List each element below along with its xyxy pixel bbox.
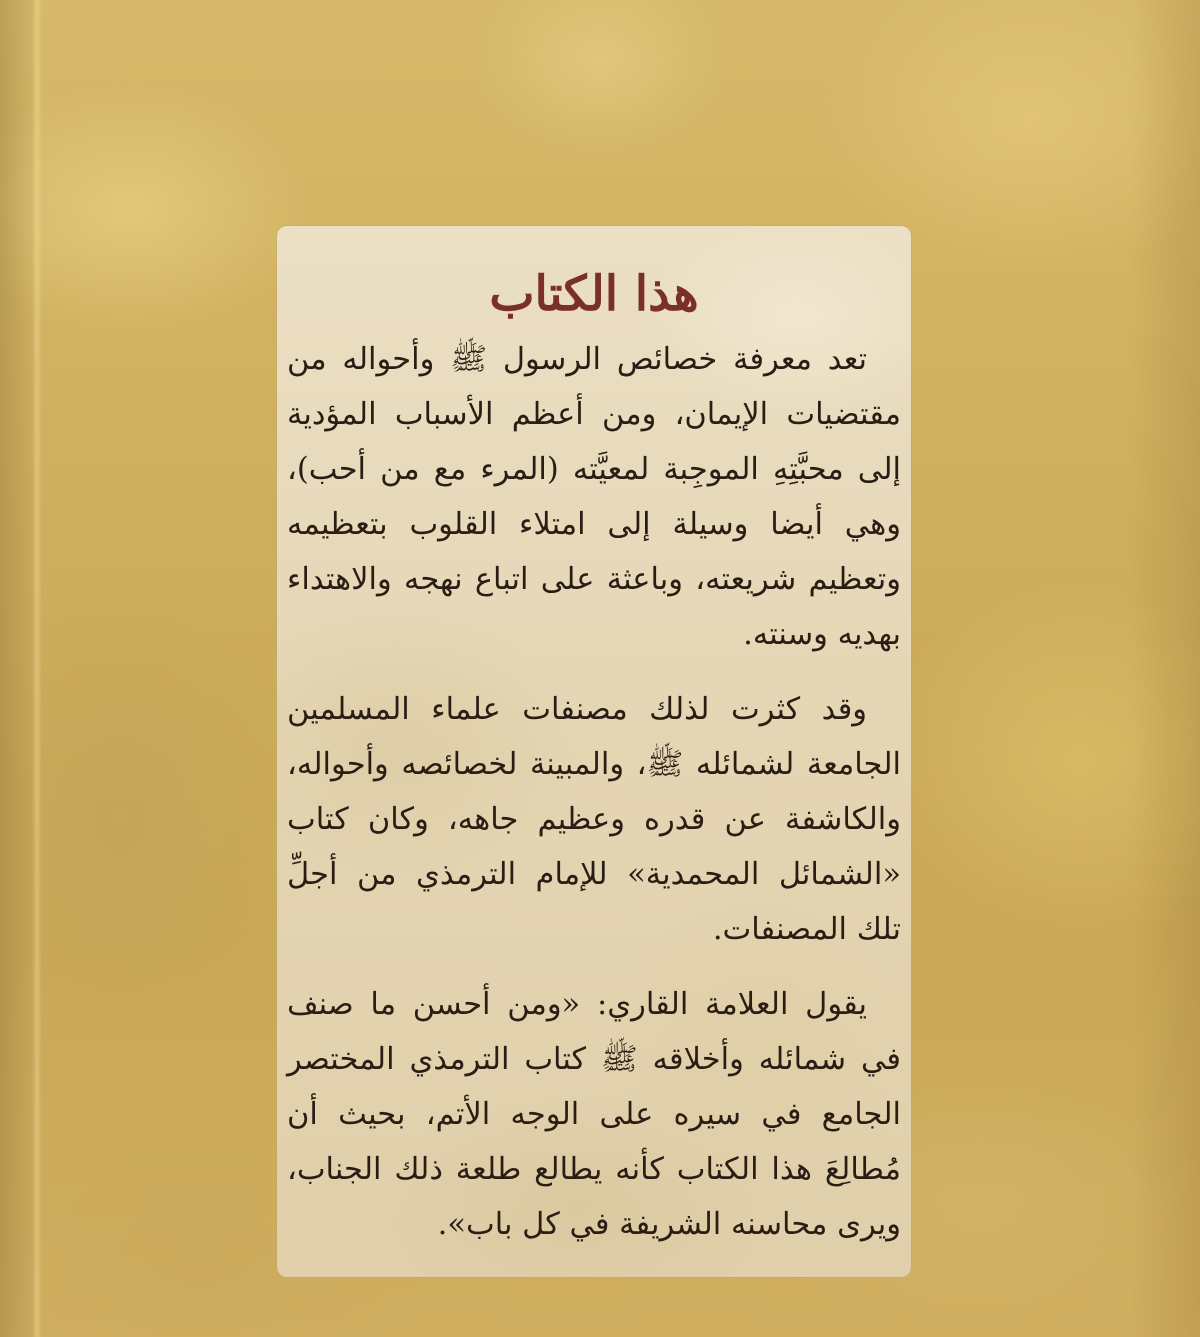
page-title: هذا الكتاب <box>489 266 699 322</box>
text-panel-content <box>287 264 901 1272</box>
text-panel <box>277 226 911 1277</box>
page-edge-right-shadow <box>1130 0 1200 1337</box>
paragraph-3: يقول العلامة القاري: «ومن أحسن ما صنف في شمائله وأخلاقه ﷺ كتاب الترمذي المختصر الجامع في سيره على الوجه الأتم، بحيث أن مُطالِعَ هذا الكتاب كأنه يطالع طلعة ذلك الجناب، ويرى محاسنه الشريفة في كل باب». <box>287 987 901 1242</box>
paragraph-1: تعد معرفة خصائص الرسول ﷺ وأحواله من مقتضيات الإيمان، ومن أعظم الأسباب المؤدية إلى محبَّتِهِ الموجِبة لمعيَّته (المرء مع من أحب)، وهي أيضا وسيلة إلى امتلاء القلوب بتعظيمه وتعظيم شريعته، وباعثة على اتباع نهجه والاهتداء بهديه وسنته. <box>287 342 901 652</box>
page-fold-highlight <box>32 0 42 1337</box>
paragraph-2: وقد كثرت لذلك مصنفات علماء المسلمين الجامعة لشمائله ﷺ، والمبينة لخصائصه وأحواله، والكاشفة عن قدره وعظيم جاهه، وكان كتاب «الشمائل المحمدية» للإمام الترمذي من أجلِّ تلك المصنفات. <box>287 692 901 947</box>
